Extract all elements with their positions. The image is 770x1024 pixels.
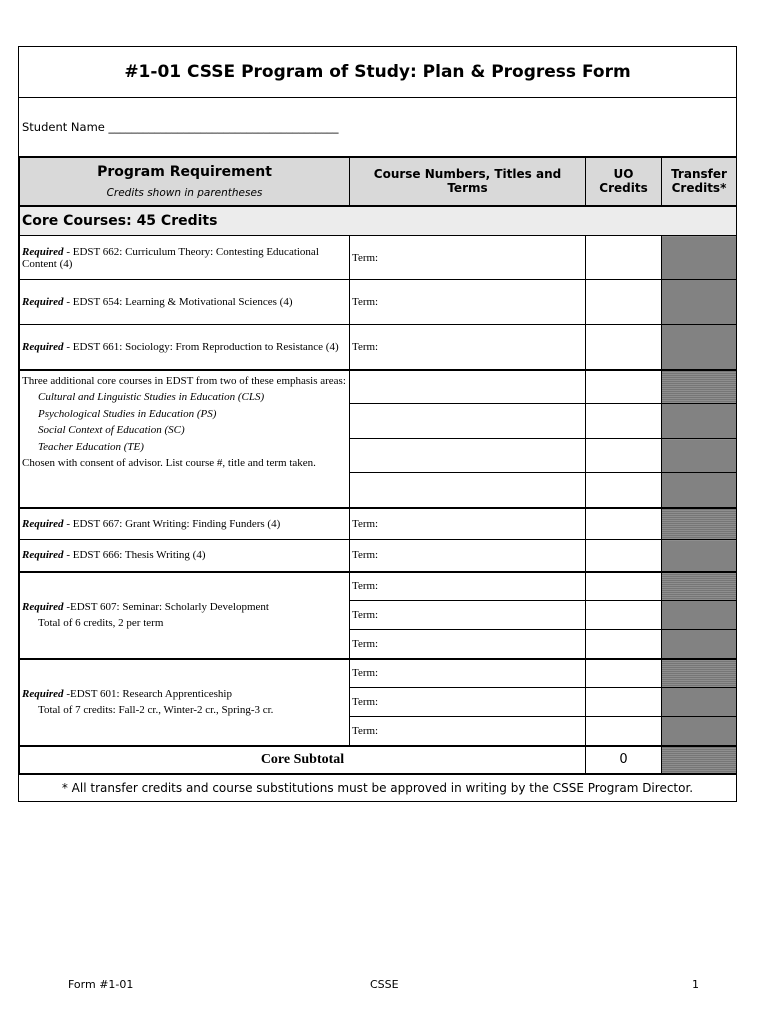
uo-credits-cell[interactable] [586, 473, 662, 508]
term-cell[interactable]: Term: [350, 688, 586, 717]
subtotal-label: Core Subtotal [20, 746, 586, 774]
course-entry-cell[interactable] [350, 473, 586, 508]
transfer-credits-cell [662, 370, 737, 404]
table-header-row [20, 158, 737, 206]
uo-credits-cell[interactable] [586, 439, 662, 473]
course-entry-cell[interactable] [350, 404, 586, 439]
transfer-subtotal-cell [662, 746, 737, 774]
term-cell[interactable]: Term: [350, 630, 586, 659]
requirement-edst-662: Required - EDST 662: Curriculum Theory: Contesting Educational Content (4) [20, 236, 350, 280]
term-cell[interactable]: Term: [350, 601, 586, 630]
transfer-credits-cell [662, 717, 737, 746]
header-course-numbers: Course Numbers, Titles and Terms [350, 158, 586, 206]
uo-credits-cell[interactable] [586, 659, 662, 688]
uo-credits-cell[interactable] [586, 630, 662, 659]
transfer-credits-cell [662, 280, 737, 325]
term-cell[interactable]: Term: [350, 325, 586, 370]
term-cell[interactable]: Term: [350, 717, 586, 746]
uo-credits-cell[interactable] [586, 508, 662, 540]
uo-credits-cell[interactable] [586, 540, 662, 572]
transfer-credits-cell [662, 439, 737, 473]
uo-credits-cell[interactable] [586, 325, 662, 370]
transfer-credits-cell [662, 473, 737, 508]
section-title: Core Courses: 45 Credits [20, 206, 737, 236]
term-cell[interactable]: Term: [350, 572, 586, 601]
uo-credits-cell[interactable] [586, 688, 662, 717]
term-cell[interactable]: Term: [350, 236, 586, 280]
subtotal-value: 0 [586, 746, 662, 774]
requirement-edst-666: Required - EDST 666: Thesis Writing (4) [20, 540, 350, 572]
transfer-credits-cell [662, 572, 737, 601]
table-row [20, 236, 737, 280]
footer-page-number: 1 [692, 978, 699, 991]
term-cell[interactable]: Term: [350, 540, 586, 572]
requirement-additional-core: Three additional core courses in EDST from two of these emphasis areas: Cultural and Linguistic Studies in Education (CLS) Psychological Studies in Education (PS) Social Context of Education (SC) Teacher Education (TE) Chosen with consent of advisor. List course #, title and term taken. [20, 370, 350, 508]
term-cell[interactable]: Term: [350, 508, 586, 540]
form-title: #1-01 CSSE Program of Study: Plan & Progress Form [19, 47, 736, 98]
table-row [20, 508, 737, 540]
transfer-credits-cell [662, 508, 737, 540]
uo-credits-cell[interactable] [586, 404, 662, 439]
table-row [20, 280, 737, 325]
header-uo-credits: UO Credits [586, 158, 662, 206]
table-row [20, 659, 737, 688]
subtotal-row [20, 746, 737, 774]
transfer-credits-cell [662, 630, 737, 659]
transfer-note: * All transfer credits and course substitutions must be approved in writing by the CSSE Program Director. [19, 774, 736, 801]
table-row [20, 540, 737, 572]
uo-credits-cell[interactable] [586, 236, 662, 280]
requirements-table [19, 157, 737, 774]
uo-credits-cell[interactable] [586, 717, 662, 746]
transfer-credits-cell [662, 601, 737, 630]
requirement-edst-601: Required -EDST 601: Research Apprenticeship Total of 7 credits: Fall-2 cr., Winter-2 cr., Spring-3 cr. [20, 659, 350, 746]
uo-credits-cell[interactable] [586, 370, 662, 404]
footer-form-number: Form #1-01 [68, 978, 134, 991]
requirement-edst-667: Required - EDST 667: Grant Writing: Finding Funders (4) [20, 508, 350, 540]
section-core-courses [20, 206, 737, 236]
transfer-credits-cell [662, 540, 737, 572]
term-cell[interactable]: Term: [350, 659, 586, 688]
transfer-credits-cell [662, 325, 737, 370]
program-of-study-form [18, 46, 737, 802]
footer-department: CSSE [370, 978, 399, 991]
uo-credits-cell[interactable] [586, 601, 662, 630]
student-name-field[interactable]: Student Name ________________________________________ [19, 98, 736, 157]
credits-note: Credits shown in parentheses [106, 186, 263, 199]
transfer-credits-cell [662, 404, 737, 439]
uo-credits-cell[interactable] [586, 572, 662, 601]
header-program-requirement: Program Requirement Credits shown in parentheses [20, 158, 350, 206]
requirement-edst-661: Required - EDST 661: Sociology: From Reproduction to Resistance (4) [20, 325, 350, 370]
uo-credits-cell[interactable] [586, 280, 662, 325]
transfer-credits-cell [662, 236, 737, 280]
course-entry-cell[interactable] [350, 439, 586, 473]
transfer-credits-cell [662, 659, 737, 688]
requirement-edst-654: Required - EDST 654: Learning & Motivational Sciences (4) [20, 280, 350, 325]
term-cell[interactable]: Term: [350, 280, 586, 325]
transfer-credits-cell [662, 688, 737, 717]
header-transfer-credits: Transfer Credits* [662, 158, 737, 206]
course-entry-cell[interactable] [350, 370, 586, 404]
table-row [20, 572, 737, 601]
table-row [20, 325, 737, 370]
requirement-edst-607: Required -EDST 607: Seminar: Scholarly Development Total of 6 credits, 2 per term [20, 572, 350, 659]
table-row [20, 370, 737, 404]
